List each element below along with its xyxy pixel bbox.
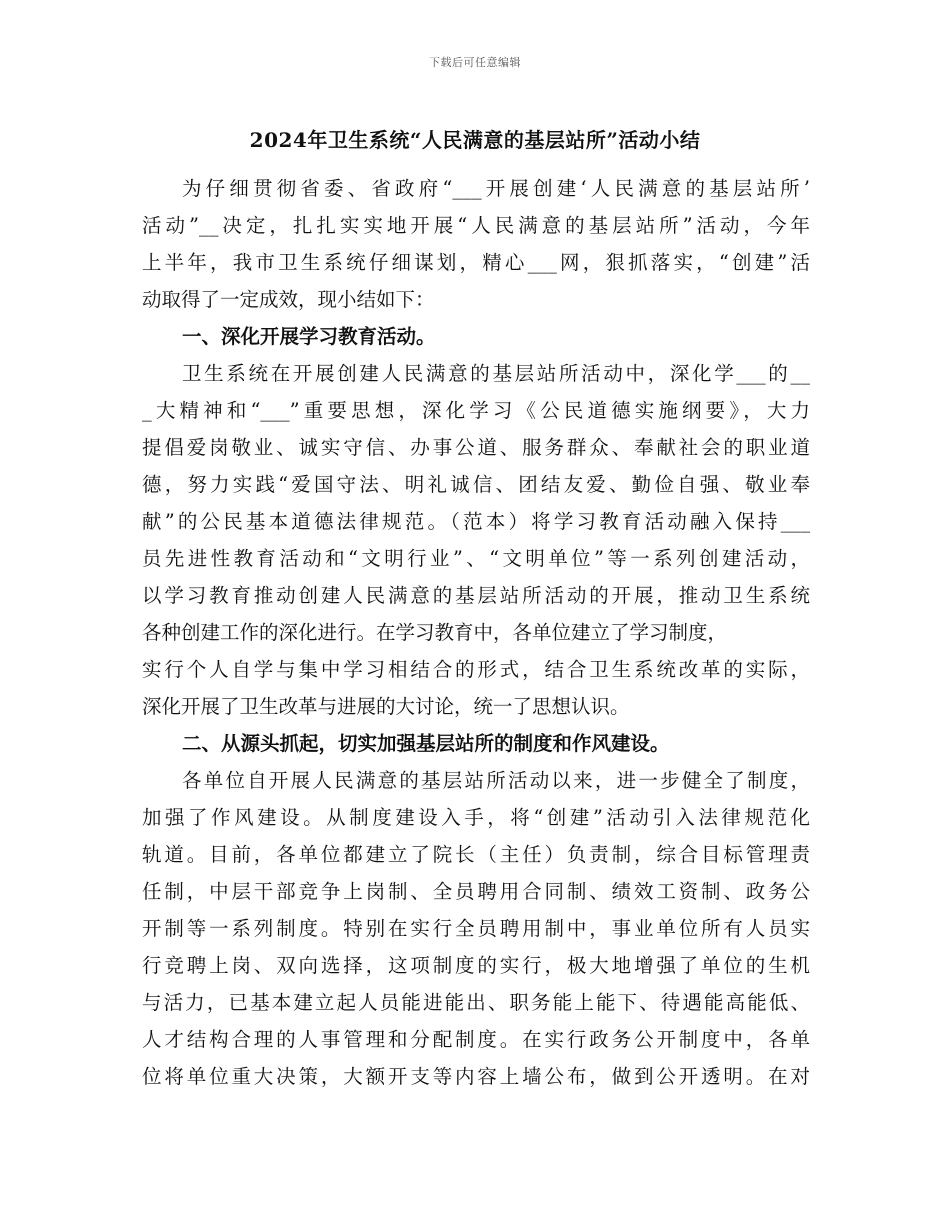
intro-line: 为仔细贯彻省委、省政府“___开展创建‘人民满意的基层站所’ — [182, 177, 810, 200]
section-1-heading: 一、深化开展学习教育活动。 — [182, 325, 436, 348]
document-body — [142, 170, 810, 1095]
section-1-line: 提倡爱岗敬业、诚实守信、办事公道、服务群众、奉献社会的职业道 — [142, 436, 810, 459]
section-1-line: 员先进性教育活动和“文明行业”、“文明单位”等一系列创建活动， — [142, 547, 810, 570]
section-2-line: 开制等一系列制度。特别在实行全员聘用制中，事业单位所有人员实 — [142, 917, 810, 940]
section-2-line: 各单位自开展人民满意的基层站所活动以来，进一步健全了制度， — [182, 769, 810, 792]
intro-line: 上半年，我市卫生系统仔细谋划，精心___网，狠抓落实，“创建”活 — [142, 251, 810, 274]
section-2-line: 人才结构合理的人事管理和分配制度。在实行政务公开制度中，各单 — [142, 1028, 810, 1051]
header-note: 下载后可任意编辑 — [429, 56, 521, 69]
section-1-line: 各种创建工作的深化进行。在学习教育中，各单位建立了学习制度， — [142, 621, 728, 644]
section-1-line: 实行个人自学与集中学习相结合的形式，结合卫生系统改革的实际， — [142, 658, 810, 681]
section-2-line: 轨道。目前，各单位都建立了院长（主任）负责制，综合目标管理责 — [142, 843, 810, 866]
section-2-line: 位将单位重大决策，大额开支等内容上墙公布，做到公开透明。在对 — [142, 1065, 810, 1088]
section-1-line: 卫生系统在开展创建人民满意的基层站所活动中，深化学___的__ — [182, 362, 810, 385]
section-1-line: 献”的公民基本道德法律规范。（范本）将学习教育活动融入保持___ — [142, 510, 810, 533]
document-title: 2024年卫生系统“人民满意的基层站所”活动小结 — [249, 128, 701, 152]
intro-line: 动取得了一定成效，现小结如下： — [142, 288, 435, 311]
section-1-line: 深化开展了卫生改革与进展的大讨论，统一了思想认识。 — [142, 695, 630, 718]
section-2-line: 任制，中层干部竞争上岗制、全员聘用合同制、绩效工资制、政务公 — [142, 880, 810, 903]
section-1-line: 德，努力实践“爱国守法、明礼诚信、团结友爱、勤俭自强、敬业奉 — [142, 473, 810, 496]
section-1-line: _大精神和“___”重要思想，深化学习《公民道德实施纲要》，大力 — [142, 399, 810, 422]
section-2-line: 加强了作风建设。从制度建设入手，将“创建”活动引入法律规范化 — [142, 806, 810, 829]
section-2-line: 行竞聘上岗、双向选择，这项制度的实行，极大地增强了单位的生机 — [142, 954, 810, 977]
section-1-line: 以学习教育推动创建人民满意的基层站所活动的开展，推动卫生系统 — [142, 584, 810, 607]
intro-line: 活动”__决定，扎扎实实地开展“人民满意的基层站所”活动，今年 — [142, 214, 810, 237]
section-2-heading: 二、从源头抓起，切实加强基层站所的制度和作风建设。 — [182, 732, 670, 755]
section-2-line: 与活力，已基本建立起人员能进能出、职务能上能下、待遇能高能低、 — [142, 991, 810, 1014]
